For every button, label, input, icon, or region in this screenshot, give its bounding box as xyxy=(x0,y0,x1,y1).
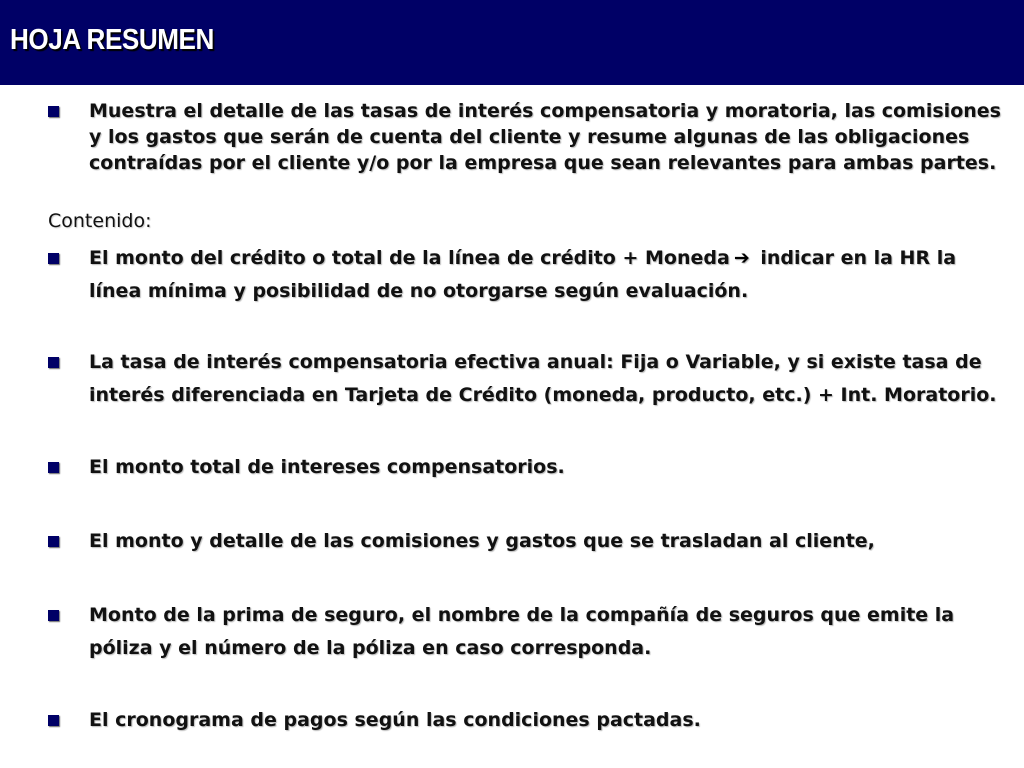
content-bullet-text: El monto y detalle de las comisiones y gastos que se trasladan al cliente, xyxy=(89,530,875,552)
slide-title: HOJA RESUMEN xyxy=(10,24,214,56)
content-bullet-text: El monto total de intereses compensatorios. xyxy=(89,456,565,478)
square-bullet-icon xyxy=(48,610,59,621)
square-bullet-icon xyxy=(48,253,59,264)
square-bullet-icon xyxy=(48,106,59,117)
text-before-arrow: El monto del crédito o total de la línea de crédito + Moneda xyxy=(89,247,730,269)
arrow-right-icon: ➔ xyxy=(733,247,750,269)
content-bullet-text xyxy=(89,242,1001,308)
intro-text: Muestra el detalle de las tasas de interés compensatoria y moratoria, las comisiones y los gastos que serán de cuenta del cliente y resume algunas de las obligaciones contraídas por el cliente y/o por la empresa que sean relevantes para ambas partes. xyxy=(89,100,1001,174)
square-bullet-icon xyxy=(48,715,59,726)
header-bar xyxy=(0,0,1024,85)
content-bullet-text: Monto de la prima de seguro, el nombre de la compañía de seguros que emite la póliza y el número de la póliza en caso corresponda. xyxy=(89,604,955,659)
content-bullet-text: La tasa de interés compensatoria efectiva anual: Fija o Variable, y si existe tasa de interés diferenciada en Tarjeta de Crédito (moneda, producto, etc.) + Int. Moratorio. xyxy=(89,351,997,406)
square-bullet-icon xyxy=(48,357,59,368)
square-bullet-icon xyxy=(48,462,59,473)
square-bullet-icon xyxy=(48,536,59,547)
text-after-arrow: indicar en la HR la línea mínima y posibilidad de no otorgarse según evaluación. xyxy=(89,247,957,302)
contenido-label: Contenido: xyxy=(48,210,152,232)
content-bullet-text: El cronograma de pagos según las condiciones pactadas. xyxy=(89,709,701,731)
